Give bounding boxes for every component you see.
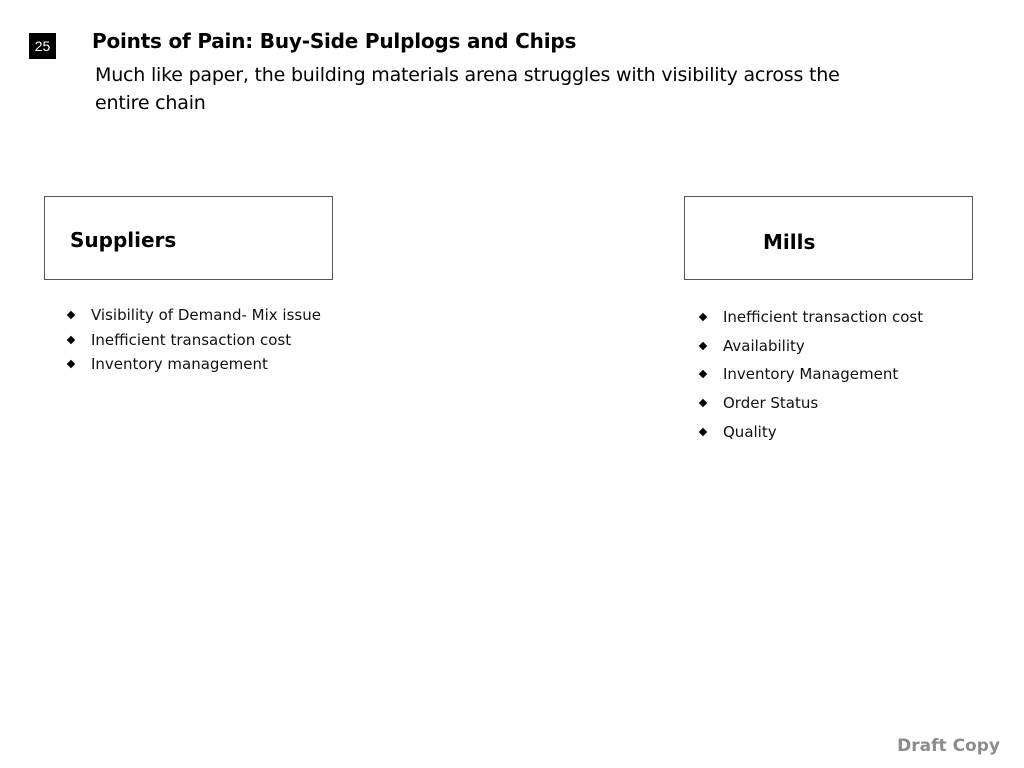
- suppliers-box: [44, 196, 333, 280]
- diamond-bullet-icon: [699, 370, 707, 378]
- diamond-bullet-icon: [67, 360, 75, 368]
- mills-bullet-list: [697, 307, 923, 450]
- list-item: [697, 364, 923, 393]
- draft-copy-footer: Draft Copy: [897, 736, 1000, 756]
- suppliers-bullet-list: [65, 305, 321, 379]
- slide-subtitle: Much like paper, the building materials arena struggles with visibility across the entire chain: [95, 64, 840, 114]
- page-number-badge: 25: [29, 33, 56, 59]
- bullet-text: Inventory management: [91, 355, 268, 373]
- diamond-bullet-icon: [699, 428, 707, 436]
- list-item: [697, 393, 923, 422]
- bullet-text: Visibility of Demand- Mix issue: [91, 306, 321, 324]
- mills-box: [684, 196, 973, 280]
- suppliers-label: Suppliers: [70, 228, 177, 252]
- bullet-text: Availability: [723, 336, 805, 355]
- list-item: [65, 305, 321, 330]
- list-item: [65, 354, 321, 379]
- diamond-bullet-icon: [67, 311, 75, 319]
- diamond-bullet-icon: [699, 399, 707, 407]
- bullet-text: Inefficient transaction cost: [723, 308, 924, 326]
- list-item: [65, 330, 321, 355]
- list-item: [697, 336, 923, 365]
- bullet-text: Quality: [723, 422, 777, 441]
- diamond-bullet-icon: [67, 335, 75, 343]
- bullet-text: Inventory Management: [723, 365, 899, 384]
- diamond-bullet-icon: [699, 341, 707, 349]
- list-item: [697, 307, 923, 336]
- slide-title: Points of Pain: Buy-Side Pulplogs and Chips: [92, 29, 577, 53]
- mills-label: Mills: [763, 230, 816, 254]
- bullet-text: Order Status: [723, 394, 819, 413]
- bullet-text: Inefficient transaction cost: [91, 330, 292, 349]
- list-item: [697, 422, 923, 451]
- diamond-bullet-icon: [699, 313, 707, 321]
